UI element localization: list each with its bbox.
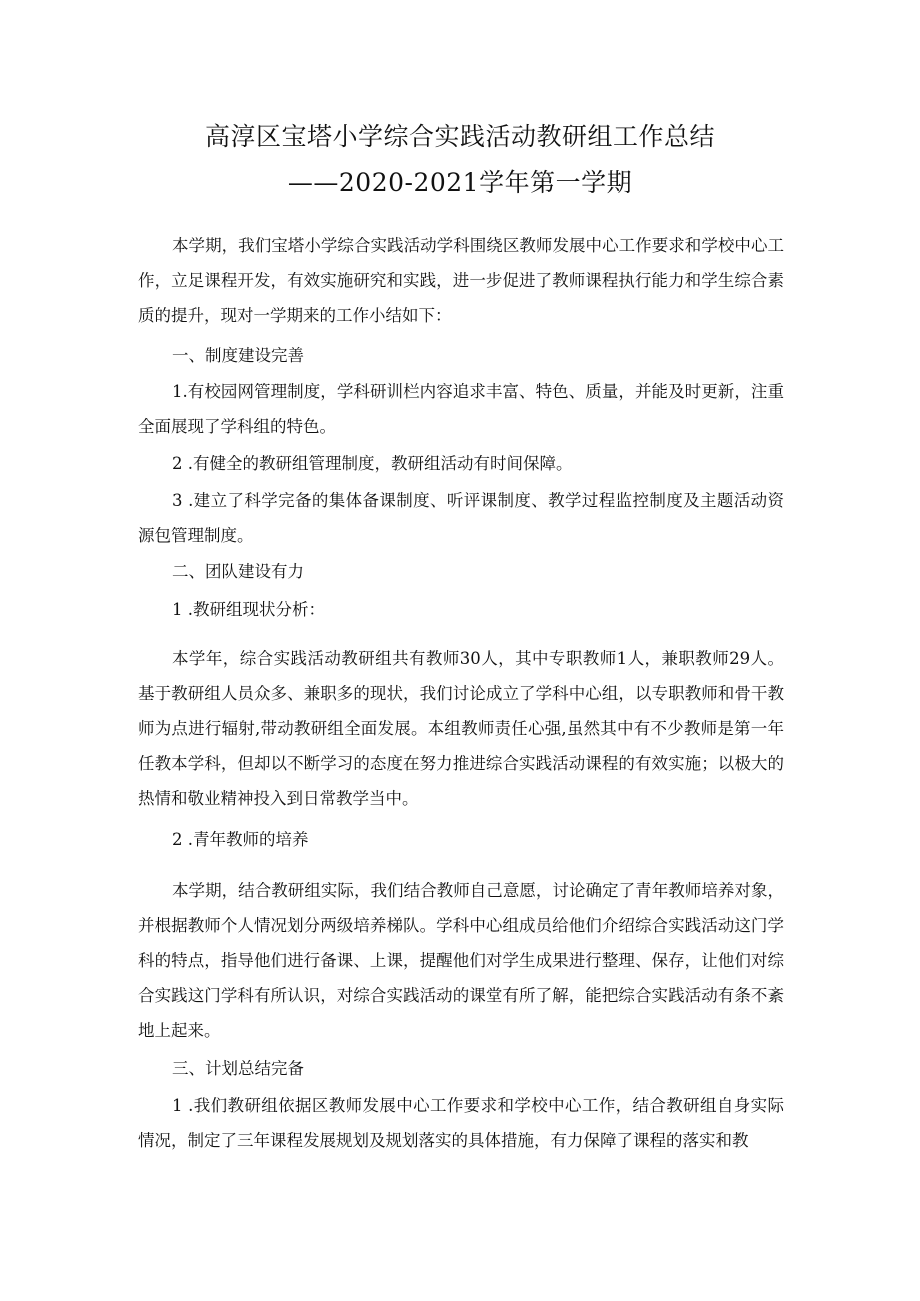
section-1-heading: 一、制度建设完善 [172, 346, 304, 365]
section-1-item-1: 1.有校园网管理制度，学科研训栏内容追求丰富、特色、质量，并能及时更新，注重全面展现了学科组的特色。 [138, 382, 784, 436]
section-2-item-1-body: 本学年，综合实践活动教研组共有教师30人，其中专职教师1人，兼职教师29人。基于教研组人员众多、兼职多的现状，我们讨论成立了学科中心组，以专职教师和骨干教师为点进行辐射,带动教研组全面发展。本组教师责任心强,虽然其中有不少教师是第一年任教本学科，但却以不断学习的态度在努力推进综合实践活动课程的有效实施；以极大的热情和敬业精神投入到日常教学当中。 [138, 649, 784, 808]
section-2-heading: 二、团队建设有力 [172, 562, 304, 581]
document-subtitle: ——2020-2021学年第一学期 [287, 168, 633, 197]
section-2-item-2-body: 本学期，结合教研组实际，我们结合教师自己意愿，讨论确定了青年教师培养对象，并根据教师个人情况划分两级培养梯队。学科中心组成员给他们介绍综合实践活动这门学科的特点，指导他们进行备课、上课，提醒他们对学生成果进行整理、保存，让他们对综合实践这门学科有所认识，对综合实践活动的课堂有所了解，能把综合实践活动有条不紊地上起来。 [138, 881, 784, 1040]
section-1-item-2: 2 .有健全的教研组管理制度，教研组活动有时间保障。 [172, 454, 573, 473]
document-title: 高淳区宝塔小学综合实践活动教研组工作总结 [204, 122, 715, 151]
section-1-item-3: 3 .建立了科学完备的集体备课制度、听评课制度、教学过程监控制度及主题活动资源包管理制度。 [138, 491, 784, 545]
section-3-heading: 三、计划总结完备 [172, 1059, 304, 1078]
section-2-item-2-title: 2 .青年教师的培养 [172, 830, 309, 849]
section-3-item-1: 1 .我们教研组依据区教师发展中心工作要求和学校中心工作，结合教研组自身实际情况，制定了三年课程发展规划及规划落实的具体措施，有力保障了课程的落实和教 [138, 1096, 784, 1150]
section-2-item-1-title: 1 .教研组现状分析： [172, 600, 325, 619]
intro-paragraph: 本学期，我们宝塔小学综合实践活动学科围绕区教师发展中心工作要求和学校中心工作，立足课程开发，有效实施研究和实践，进一步促进了教师课程执行能力和学生综合素质的提升，现对一学期来的工作小结如下： [138, 236, 784, 325]
